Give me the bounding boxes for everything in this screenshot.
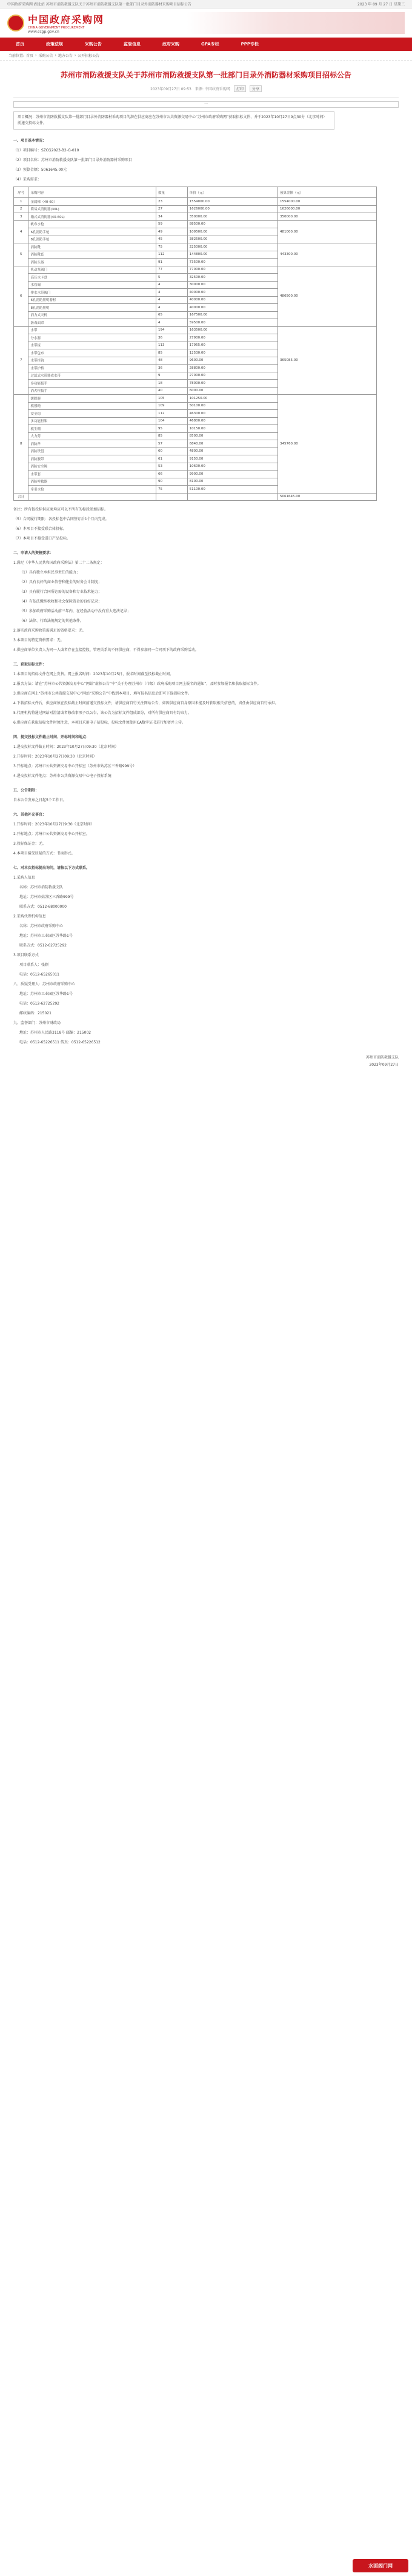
table-row [14,220,377,228]
paragraph: （6）本项目不接受联合体投标。 [13,527,67,531]
cell-name: 水带 [28,326,156,334]
breadcrumb-link[interactable]: 采购公告 [38,54,53,58]
package-number: 合计 [14,493,28,501]
paragraph: 2.落实政府采购政策需满足的资格要求：无。 [13,629,86,633]
paragraph: 电话：0512-65265011 [19,973,59,977]
cell-name: 6孔消防照明器材 [28,296,156,304]
cell-qty: 104 [156,417,187,425]
col-header: 数量 [156,187,187,198]
cell-name: 大力剪 [28,432,156,440]
cell-price: 88500.00 [187,220,277,228]
cell-budget: 481000.00 [277,220,376,243]
article-source: 来源: 中国政府采购网 [194,87,230,91]
breadcrumb-label: 当前位置: [8,54,25,58]
cell-qty: 49 [156,228,187,236]
cell-qty: 23 [156,198,187,206]
paragraph: （6）法律、行政法规规定的其他条件。 [19,619,84,623]
paragraph: 邮政编码：215021 [19,1011,51,1016]
cell-name: 分水器 [28,334,156,342]
cell-price: 17955.00 [187,342,277,349]
cell-qty: 45 [156,236,187,243]
cell-price: 9600.00 [187,357,277,365]
top-info-bar [0,0,412,8]
cell-price: 12530.00 [187,349,277,357]
cell-name: 消防靴 [28,243,156,251]
package-number: 6 [14,266,28,326]
paragraph: （1）具有独立承担民事责任的能力； [19,570,80,575]
cell-qty: 85 [156,349,187,357]
package-number: 3 [14,213,28,221]
paragraph: （4）采购需求： [13,177,41,182]
nav-item[interactable]: 采购公告 [85,42,102,47]
nav-item[interactable]: 政府采购 [162,42,179,47]
cell-price: 28800.00 [187,365,277,372]
nav-item[interactable]: GPA专栏 [201,42,219,47]
cell-qty: 4 [156,281,187,289]
cell-qty: 36 [156,334,187,342]
paragraph: 4.下载招标文件后，供应商须在投标截止时间前递交投标文件，请供应商自行关注网站公告，如因供应商自身原因未能及时获取相关信息的，责任由供应商自行承担。 [13,701,279,705]
cell-price: 77000.00 [187,266,277,274]
cell-name: 缓降器 [28,395,156,403]
paragraph: 3.项目联系方式 [13,953,39,957]
paragraph: 6.供应商在获取招标文件时须注意，本项目采用电子招投标，投标文件须使用CA数字证书进行加密并上传。 [13,721,186,725]
cell-name: 消防斧 [28,440,156,448]
cell-name: 水管阀 [28,281,156,289]
paragraph: 名称：苏州市政府采购中心 [19,924,64,928]
cell-name: 8孔消防手枪 [28,236,156,243]
cell-qty: 53 [156,463,187,471]
cell-name: 水带护桥 [28,365,156,372]
table-row [14,266,377,274]
cell-budget: 486500.00 [277,266,376,326]
cell-qty: 60 [156,447,187,455]
paragraph: （5）合同履行期限：各投标包中合同签订后1个月内完成。 [13,517,109,521]
col-header: 采购内容 [28,187,156,198]
cell-qty: 4 [156,304,187,312]
cell-name: 牵引水枪 [28,486,156,494]
cell-qty: 40 [156,387,187,395]
paragraph: 九、监督部门：苏州市财政局 [13,1021,61,1025]
site-logo[interactable] [7,12,104,34]
cell-price: 8100.00 [187,478,277,486]
paragraph: 联系方式：0512-62725292 [19,943,67,948]
paragraph: 4.递交投标文件地点：苏州市公共资源交易中心电子投标系统 [13,774,111,778]
paragraph: 2.开标地点：苏州市公共资源交易中心开标室。 [13,832,90,836]
cell-qty: 34 [156,213,187,221]
publish-date: 2023年09月27日 09:53 [150,87,191,91]
cell-name: 6孔消防手枪 [28,228,156,236]
cell-name: 多功能扳手 [28,380,156,388]
cell-qty: 27 [156,205,187,213]
cell-price: 46800.00 [187,417,277,425]
cell-qty: 48 [156,357,187,365]
breadcrumb-separator-icon: › [74,53,76,58]
cell-price: 144800.00 [187,251,277,259]
cell-price: 32500.00 [187,274,277,282]
cell-price: 30000.00 [187,281,277,289]
cell-price: 1626000.00 [187,205,277,213]
package-number: 1 [14,198,28,206]
paragraph: 五、公告期限： [13,788,39,793]
table-row [14,213,377,221]
paragraph: 六、其他补充事宜： [13,813,47,817]
package-number: 2 [14,205,28,213]
cell-qty [156,493,187,501]
paragraph: 2.采购代理机构信息 [13,914,46,919]
cell-name: 过滤式水带器成水带 [28,372,156,380]
cell-price: 8500.00 [187,432,277,440]
cell-name: 机动泵阀门 [28,266,156,274]
paragraph: 2.报名方法：请在“苏州市公共资源交易中心”网站“虚拟公告”中“关于办理苏州市（市级）政府采购项目网上报名的通知”，及时参加报名和获取招标文件。 [13,682,261,686]
cell-price [187,493,277,501]
cell-price: 51100.00 [187,486,277,494]
paragraph: 联系方式：0512-68000000 [19,905,67,909]
col-header: 序号 [14,187,28,198]
paragraph: 七、对本次招标提出询问，请按以下方式联系。 [13,866,90,870]
paragraph: （1）项目编号：SZCG2023-B2-G-010 [13,148,79,153]
cell-price: 163500.00 [187,326,277,334]
cell-price: 27000.00 [187,372,277,380]
cell-qty: 90 [156,478,187,486]
cell-name [28,493,156,501]
cell-price: 73500.00 [187,259,277,266]
cell-name: 金属梯（40-60） [28,198,156,206]
cell-name: 消防铁铤 [28,447,156,455]
breadcrumb-link[interactable]: 公开招标公告 [78,54,100,58]
paragraph: 1.递交投标文件截止时间：2023年10月27日09:30（北京时间） [13,745,119,749]
cell-name: 水带套 [28,471,156,478]
cell-qty: 18 [156,380,187,388]
cell-price: 350000.00 [187,213,277,221]
cell-qty: 194 [156,326,187,334]
cell-name: 消防安全绳 [28,463,156,471]
cell-qty: 85 [156,432,187,440]
col-header: 预算金额（元） [277,187,376,198]
cell-qty: 95 [156,425,187,433]
cell-qty: 59 [156,220,187,228]
cell-budget: 345760.00 [277,395,376,494]
paragraph: 项目联系人：张颖 [19,963,49,967]
page-title: 苏州市消防救援支队关于苏州市消防救援支队第一批部门目录外消防器材采购项目招标公告 [60,71,351,79]
cell-name: 高压水卡盘 [28,274,156,282]
cell-price: 167500.00 [187,311,277,319]
cell-price: 9900.00 [187,471,277,478]
table-row [14,205,377,213]
cell-name: 消防腰带 [28,455,156,463]
cell-name: 救援绳 [28,402,156,410]
breadcrumb-link[interactable]: 首页 [26,54,34,58]
cell-price: 1554000.00 [187,198,277,206]
print-button[interactable]: 打印 [234,85,246,92]
cell-name: 排水水带阀门 [28,289,156,297]
cell-qty: 75 [156,243,187,251]
site-url: www.ccgp.gov.cn [28,30,59,34]
cell-budget: 1626000.00 [277,205,376,213]
paragraph: 2.开标时间：2023年10月27日09:30（北京时间） [13,755,97,759]
paragraph: 电话：0512-62725292 [19,1002,59,1006]
cell-price: 40000.00 [187,304,277,312]
cell-price: 225000.00 [187,243,277,251]
paragraph: 四、提交投标文件截止时间、开标时间和地点： [13,735,90,739]
cell-name: 帆布水枪 [28,220,156,228]
table-row [14,493,377,501]
cell-price: 382500.00 [187,236,277,243]
table-row [14,243,377,251]
cell-name: 水带挂钩 [28,357,156,365]
package-number: 7 [14,326,28,395]
cell-qty: 77 [156,266,187,274]
cell-qty: 5 [156,274,187,282]
cell-qty: 112 [156,251,187,259]
breadcrumb-separator-icon: › [55,53,56,58]
cell-price: 4800.00 [187,447,277,455]
cell-budget: 365085.00 [277,326,376,395]
cell-qty: 4 [156,296,187,304]
cell-name: 消火栓扳手 [28,387,156,395]
site-name: 中国政府采购网 [28,14,105,25]
signature-date: 2023年09月27日 [369,1063,399,1067]
nav-item[interactable]: 首页 [16,42,24,47]
cell-price: 59500.00 [187,319,277,327]
nav-item[interactable]: PPP专栏 [241,42,259,47]
paragraph: 1.满足《中华人民共和国政府采购法》第二十二条规定： [13,561,104,565]
table-header-row [14,187,377,198]
paragraph: 3.本项目的特定资格要求：无。 [13,638,64,642]
header-banner-decoration [187,12,405,34]
cell-qty: 75 [156,486,187,494]
cell-name: 防毒面罩 [28,319,156,327]
cell-price: 46300.00 [187,410,277,418]
cell-qty: 109 [156,402,187,410]
cell-qty: 91 [156,259,187,266]
paragraph: 5.代理机构将通过网站对澄清或者修改事项予以公告，该公告为招标文件组成部分，对所有供应商具有约束力。 [13,711,191,715]
nav-item[interactable]: 监管信息 [124,42,141,47]
breadcrumb-separator-icon: › [35,53,37,58]
cell-price: 27900.00 [187,334,277,342]
paragraph: 电话：0512-65226511 传真：0512-65226512 [19,1040,101,1045]
cell-price: 40000.00 [187,289,277,297]
paragraph: （7）本项目不接受进口产品投标。 [13,537,70,541]
paragraph: 4.本项目接受质疑的方式：书面形式。 [13,851,75,856]
cell-price: 109500.00 [187,228,277,236]
procurement-table [13,187,377,501]
cell-name: 多功能担架 [28,417,156,425]
article [0,61,412,1069]
paragraph: 3.开标地点：苏州市公共资源交易中心开标室（苏州市姑苏区三香路999号） [13,764,137,768]
paragraph: 三、获取招标文件： [13,662,47,667]
watermark-logo: 水面阁门网 [353,2559,408,2572]
cell-name: 消防靴套 [28,251,156,259]
paragraph: 八、质疑受理人：苏州市政府采购中心 [13,982,76,986]
cell-name: 简易式消防器(30L) [28,205,156,213]
cell-qty: 112 [156,410,187,418]
cell-name: 安全钩 [28,410,156,418]
cell-price: 10600.00 [187,463,277,471]
project-overview: 项目概况：苏州市消防救援支队第一批部门目录外消防器材采购项目的潜在供应商应在苏州市公共资源交易中心“苏州市政府采购网”获取招标文件，并于2023年10月27日9点30分（北京时间）前递交投标文件。 [13,111,334,130]
cell-qty: 36 [156,365,187,372]
paragraph: 1.本项目的招标文件在网上发售。网上报名时间：2023年10月25日，报名时间截至投标截止时间。 [13,672,174,676]
package-number: 8 [14,395,28,494]
signature-org: 苏州市消防救援支队 [365,1055,399,1060]
breadcrumb [0,51,412,61]
cell-qty: 66 [156,471,187,478]
cell-price: 9150.00 [187,455,277,463]
cell-price: 6840.00 [187,440,277,448]
paragraph: 1.开标时间：2023年10月27日9:30（北京时间） [13,822,95,827]
paragraph: 地址：苏州市工业园区苏华路1号 [19,934,73,938]
cell-budget: 350000.00 [277,213,376,221]
topbar-date: 2023 年 09 月 27 日 星期三 [357,2,405,7]
cell-price: 10150.00 [187,425,277,433]
cell-budget: 5061645.00 [277,493,376,501]
table-note: 备注：所有包投标供应商均应可以不所有的标段参加招标。 [13,507,108,512]
cell-price: 50100.00 [187,402,277,410]
summary-box: 一 [13,101,399,108]
cell-price: 40000.00 [187,296,277,304]
nav-item[interactable]: 政策法规 [46,42,63,47]
cell-qty: 113 [156,342,187,349]
paragraph: 地址：苏州市姑苏区三香路999号 [19,895,74,899]
site-header [0,8,412,38]
cell-qty: 61 [156,455,187,463]
share-button[interactable]: 分享 [250,85,262,92]
cell-budget: 1554000.00 [277,198,376,206]
cell-qty: 105 [156,395,187,403]
cell-name: 消防头盔 [28,259,156,266]
cell-name: 8孔消防照明 [28,304,156,312]
paragraph: 4.供应商单位负责人为同一人或者存在直接控股、管理关系的不同供应商，不得参加同一合同项下的政府采购活动。 [13,648,199,652]
col-header: 单价（元） [187,187,277,198]
cell-price: 6000.00 [187,387,277,395]
table-row [14,326,377,334]
site-name-en: CHINA GOVERNMENT PROCUREMENT [28,26,85,30]
cell-budget: 443300.00 [277,243,376,266]
cell-name: 水带接 [28,342,156,349]
cell-name: 水带包布 [28,349,156,357]
paragraph: 名称：苏州市消防救援支队 [19,885,64,890]
paragraph: （5）参加政府采购活动前三年内，在经营活动中没有重大违法记录； [19,609,131,613]
paragraph: 一、项目基本情况： [13,139,47,143]
paragraph: （4）有依法缴纳税收和社会保障资金的良好记录； [19,599,102,604]
cell-name: 箱式式消防器(40-60L) [28,213,156,221]
paragraph: 1.采购人信息 [13,876,35,880]
paragraph: （3）预算金额：5061645.00元 [13,168,67,172]
cell-price: 78000.00 [187,380,277,388]
cell-price: 101250.00 [187,395,277,403]
package-number: 5 [14,243,28,266]
paragraph: 3.供应商在网上“苏州市公共资源交易中心”网站“采购公告”中找到本项目，填写报名信息后即可下载招标文件。 [13,692,192,696]
cell-qty: 4 [156,319,187,327]
cell-qty: 65 [156,311,187,319]
cell-qty: 4 [156,289,187,297]
cell-name: 消防呼救器 [28,478,156,486]
article-meta [13,85,399,92]
signature [13,1054,399,1069]
paragraph: （2）项目名称：苏州市消防救援支队第一批部门目录外消防器材采购项目 [13,158,132,162]
breadcrumb-link[interactable]: 地方公告 [58,54,73,58]
paragraph: （3）具有履行合同所必需的设备和专业技术能力； [19,590,102,594]
paragraph: 3.投标保证金：无。 [13,842,46,846]
table-row [14,395,377,403]
cell-name: 消力式天机 [28,311,156,319]
paragraph: 地址：苏州市工业园区苏华路1号 [19,992,73,996]
cell-qty: 9 [156,372,187,380]
paragraph: 自本公告发布之日起5个工作日。 [13,798,67,802]
paragraph: （2）具有良好的商业信誉和健全的财务会计制度； [19,580,102,584]
paragraph: 地址：苏州市人民路3118号 邮编：215002 [19,1031,91,1035]
table-row [14,198,377,206]
cell-name: 救生棚 [28,425,156,433]
main-nav [0,38,412,51]
package-number: 4 [14,220,28,243]
topbar-text: 中国政府采购网·湖北站 苏州市消防救援支队关于苏州市消防救援支队第一批部门目录外消防器材采购项目招标公告 [7,2,191,7]
cell-qty: 57 [156,440,187,448]
national-emblem-icon [7,15,24,31]
paragraph: 二、申请人的资格要求： [13,551,54,555]
